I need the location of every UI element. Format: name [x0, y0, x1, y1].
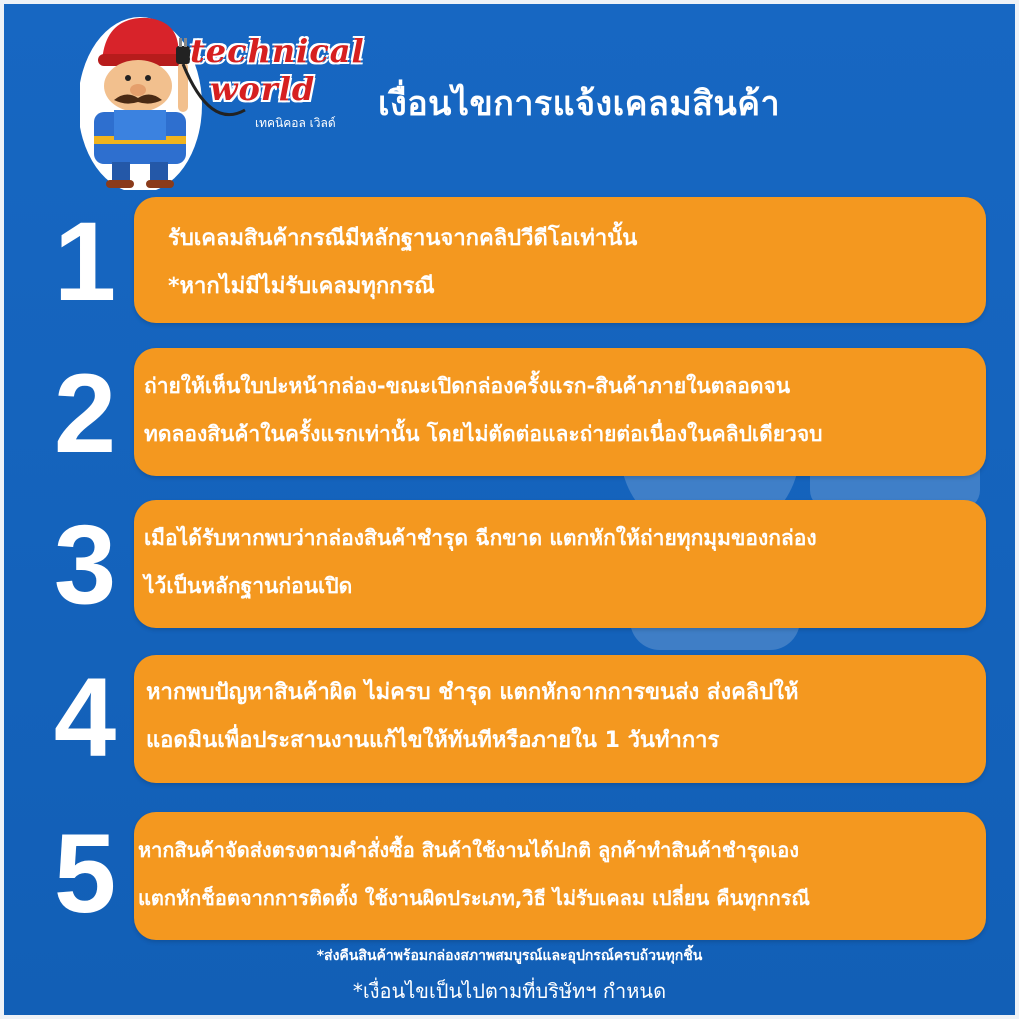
- condition-1-line-2: *หากไม่มีไม่รับเคลมทุกกรณี: [168, 274, 435, 299]
- logo-word-technical: technical: [190, 32, 365, 70]
- condition-3-line-1: เมือได้รับหากพบว่ากล่องสินค้าชำรุด ฉีกขาด แตกหักให้ถ่ายทุกมุมของกล่อง: [144, 526, 817, 550]
- condition-4-line-1: หากพบปัญหาสินค้าผิด ไม่ครบ ชำรุด แตกหักจากการขนส่ง ส่งคลิปให้: [146, 680, 799, 705]
- condition-card-2: [134, 348, 986, 476]
- condition-number-1: 1: [53, 199, 117, 324]
- condition-2-line-1: ถ่ายให้เห็นใบปะหน้ากล่อง-ขณะเปิดกล่องครั้งแรก-สินค้าภายในตลอดจน: [144, 374, 791, 398]
- condition-card-1: [134, 197, 986, 323]
- footer-note-terms: *เงื่อนไขเป็นไปตามที่บริษัทฯ กำหนด: [352, 979, 667, 1003]
- condition-4-line-2: แอดมินเพื่อประสานงานแก้ไขให้ทันทีหรือภายใน 1 วันทำการ: [146, 728, 720, 753]
- condition-5-line-2: แตกหักช็อตจากการติดตั้ง ใช้งานผิดประเภท,วิธี ไม่รับเคลม เปลี่ยน คืนทุกกรณี: [138, 886, 810, 910]
- condition-1-line-1: รับเคลมสินค้ากรณีมีหลักฐานจากคลิปวีดีโอเท่านั้น: [168, 226, 638, 251]
- condition-number-4: 4: [53, 655, 117, 780]
- condition-number-3: 3: [53, 502, 117, 627]
- technical-world-logo: [80, 10, 365, 190]
- condition-2-line-2: ทดลองสินค้าในครั้งแรกเท่านั้น โดยไม่ตัดต่อและถ่ายต่อเนื่องในคลิปเดียวจบ: [144, 422, 823, 446]
- condition-card-4: [134, 655, 986, 783]
- footer-note-return: *ส่งคืนสินค้าพร้อมกล่องสภาพสมบูรณ์และอุปกรณ์ครบถ้วนทุกชิ้น: [316, 948, 703, 964]
- page-title: เงื่อนไขการแจ้งเคลมสินค้า: [378, 84, 781, 124]
- logo-subtitle: เทคนิคอล เวิลด์: [255, 116, 336, 130]
- condition-number-2: 2: [53, 351, 117, 476]
- condition-card-5: [134, 812, 986, 940]
- logo-word-world: world: [210, 70, 316, 108]
- condition-number-5: 5: [53, 811, 117, 936]
- condition-card-3: [134, 500, 986, 628]
- condition-5-line-1: หากสินค้าจัดส่งตรงตามคำสั่งซื้อ สินค้าใช้งานได้ปกติ ลูกค้าทำสินค้าชำรุดเอง: [138, 838, 800, 862]
- condition-3-line-2: ไว้เป็นหลักฐานก่อนเปิด: [144, 574, 353, 598]
